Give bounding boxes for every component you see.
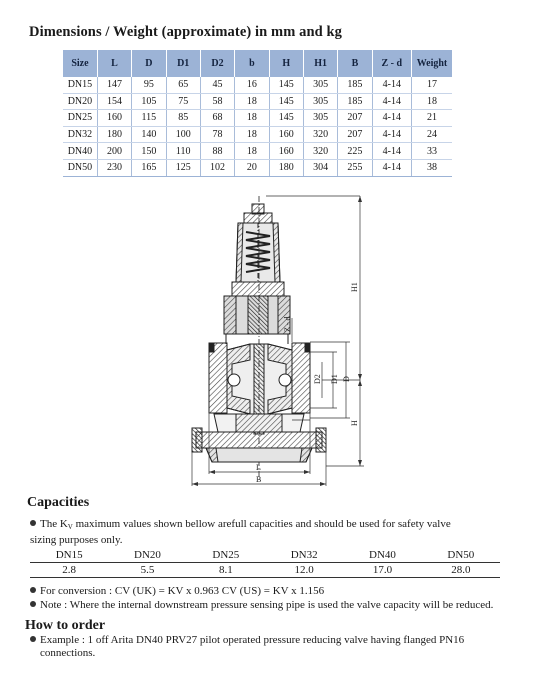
table-cell: 125 [166, 159, 200, 176]
cap-value: 2.8 [30, 563, 108, 578]
capacities-title: Capacities [27, 495, 90, 510]
pilot-bonnet-top [244, 213, 272, 223]
table-cell: 185 [338, 77, 372, 93]
label-d1: D1 [330, 374, 339, 384]
table-cell: 4-14 [372, 77, 411, 93]
table-cell: 4-14 [372, 126, 411, 143]
cap-size: DN25 [187, 548, 265, 563]
table-cell: 225 [338, 143, 372, 160]
cap-value: 17.0 [343, 563, 421, 578]
table-cell: 38 [411, 159, 452, 176]
table-cell: 305 [303, 77, 337, 93]
table-cell: 4-14 [372, 159, 411, 176]
cap-value: 28.0 [422, 563, 500, 578]
order-example-line1: Example : 1 off Arita DN40 PRV27 pilot operated pressure reducing valve having flanged PN16 [40, 634, 465, 646]
header-bb: B [338, 50, 372, 77]
table-cell: 18 [235, 143, 269, 160]
table-cell: 100 [166, 126, 200, 143]
table-cell: 16 [235, 77, 269, 93]
table-cell: 145 [269, 77, 303, 93]
table-cell: 17 [411, 77, 452, 93]
table-cell: DN50 [63, 159, 97, 176]
inlet-flange [209, 343, 227, 413]
outlet-flange [292, 343, 310, 413]
header-b: b [235, 50, 269, 77]
intro-suffix: maximum values shown bellow arefull capacities and should be used for safety valve [72, 518, 451, 530]
cap-size: DN15 [30, 548, 108, 563]
table-cell: 105 [132, 93, 166, 110]
table-cell: 200 [97, 143, 131, 160]
dimensions-title: Dimensions / Weight (approximate) in mm and kg [29, 24, 343, 40]
cap-value: 8.1 [187, 563, 265, 578]
table-cell: 180 [97, 126, 131, 143]
label-h: H [350, 420, 359, 426]
table-cell: 18 [235, 93, 269, 110]
table-cell: 18 [411, 93, 452, 110]
header-h1: H1 [303, 50, 337, 77]
bullet-icon [30, 520, 36, 526]
table-cell: 154 [97, 93, 131, 110]
table-cell: DN40 [63, 143, 97, 160]
bullet-icon [30, 636, 36, 642]
table-cell: 147 [97, 77, 131, 93]
cap-size: DN32 [265, 548, 343, 563]
table-cell: 145 [269, 110, 303, 127]
table-cell: 185 [338, 93, 372, 110]
header-d2: D2 [200, 50, 234, 77]
conversion-text: For conversion : CV (UK) = KV x 0.963 CV (US) = KV x 1.156 [40, 585, 325, 597]
capacities-size-row [30, 548, 500, 563]
cap-size: DN50 [422, 548, 500, 563]
label-l: L [256, 463, 261, 472]
header-l: L [97, 50, 131, 77]
table-cell: 18 [235, 126, 269, 143]
table-cell: 160 [97, 110, 131, 127]
table-cell: 24 [411, 126, 452, 143]
cap-value: 5.5 [108, 563, 186, 578]
header-size: Size [63, 50, 97, 77]
table-cell: 160 [269, 126, 303, 143]
table-cell: 305 [303, 110, 337, 127]
header-zd: Z - d [372, 50, 411, 77]
table-cell: 4-14 [372, 93, 411, 110]
table-cell: 75 [166, 93, 200, 110]
table-cell: 45 [200, 77, 234, 93]
intro-subscript: V [67, 523, 73, 531]
table-cell: DN25 [63, 110, 97, 127]
table-cell: 230 [97, 159, 131, 176]
cap-size: DN40 [343, 548, 421, 563]
table-cell: DN20 [63, 93, 97, 110]
table-cell: 207 [338, 110, 372, 127]
table-cell: 4-14 [372, 110, 411, 127]
table-cell: DN15 [63, 77, 97, 93]
table-cell: 102 [200, 159, 234, 176]
label-d2: D2 [313, 374, 322, 384]
table-cell: 18 [235, 110, 269, 127]
label-h1: H1 [350, 282, 359, 292]
header-d: D [132, 50, 166, 77]
table-cell: 95 [132, 77, 166, 93]
table-cell: 20 [235, 159, 269, 176]
capacities-value-row [30, 563, 500, 578]
intro-prefix: The K [40, 518, 68, 530]
table-cell: 320 [303, 126, 337, 143]
table-cell: 305 [303, 93, 337, 110]
table-cell: 58 [200, 93, 234, 110]
capacity-note-text: Note : Where the internal downstream pressure sensing pipe is used the valve capacity will be reduced. [40, 599, 494, 611]
diaphragm-housing [196, 432, 322, 448]
table-cell: 145 [269, 93, 303, 110]
pilot-body [232, 282, 284, 296]
table-cell: 180 [269, 159, 303, 176]
table-cell: 140 [132, 126, 166, 143]
order-example-line2: connections. [40, 647, 96, 659]
label-zd: Z - d [283, 316, 292, 332]
table-cell: 165 [132, 159, 166, 176]
table-cell: 110 [166, 143, 200, 160]
table-cell: 65 [166, 77, 200, 93]
table-cell: 160 [269, 143, 303, 160]
table-cell: 304 [303, 159, 337, 176]
capacity-note [30, 599, 555, 612]
table-cell: 78 [200, 126, 234, 143]
table-cell: 115 [132, 110, 166, 127]
label-b: B [256, 475, 262, 484]
bullet-icon [30, 587, 36, 593]
table-cell: 320 [303, 143, 337, 160]
label-d: D [342, 376, 351, 382]
header-h: H [269, 50, 303, 77]
table-cell: 255 [338, 159, 372, 176]
table-cell: 85 [166, 110, 200, 127]
cap-size: DN20 [108, 548, 186, 563]
table-cell: DN32 [63, 126, 97, 143]
header-weight: Weight [411, 50, 452, 77]
bullet-icon [30, 601, 36, 607]
how-to-order-title: How to order [25, 618, 106, 633]
capacities-table [30, 548, 500, 578]
table-cell: 4-14 [372, 143, 411, 160]
capacities-intro [30, 518, 530, 547]
conversion-note [30, 585, 324, 598]
table-cell: 33 [411, 143, 452, 160]
header-d1: D1 [166, 50, 200, 77]
table-cell: 207 [338, 126, 372, 143]
table-cell: 88 [200, 143, 234, 160]
intro-line2: sizing purposes only. [30, 534, 123, 546]
table-cell: 150 [132, 143, 166, 160]
order-example [30, 634, 550, 660]
cap-value: 12.0 [265, 563, 343, 578]
table-cell: 21 [411, 110, 452, 127]
table-cell: 68 [200, 110, 234, 127]
